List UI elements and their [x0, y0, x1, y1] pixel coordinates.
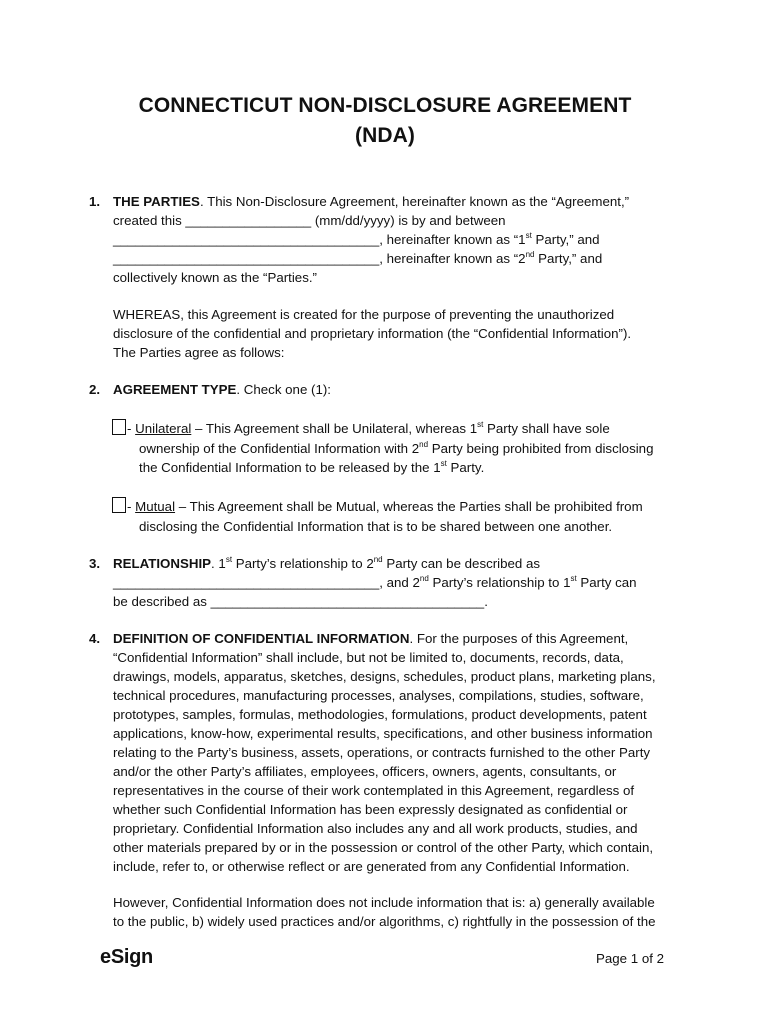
section-4-line: other materials prepared by or in the possession or control of the other Party, which contain, [113, 840, 654, 855]
whereas-line: WHEREAS, this Agreement is created for the purpose of preventing the unauthorized [113, 307, 615, 322]
whereas-line: disclosure of the confidential and proprietary information (the “Confidential Information”). [113, 326, 632, 341]
section-1-number: 1. [89, 194, 101, 209]
section-4-line: include, refer to, or otherwise reflect or are generated from any Confidential Information. [113, 859, 630, 874]
section-1-line: THE PARTIES. This Non-Disclosure Agreement, hereinafter known as the “Agreement,” [113, 194, 630, 209]
however-line: However, Confidential Information does not include information that is: a) generally available [113, 895, 655, 910]
unilateral-option-line: - Unilateral – This Agreement shall be Unilateral, whereas 1st Party shall have sole [127, 419, 610, 436]
mutual-option-line: - Mutual – This Agreement shall be Mutual, whereas the Parties shall be prohibited from [127, 499, 643, 514]
unilateral-option-line: the Confidential Information to be released by the 1st Party. [139, 458, 485, 475]
section-1-line: collectively known as the “Parties.” [113, 270, 317, 285]
however-line: to the public, b) widely used practices and/or algorithms, c) rightfully in the possession of the [113, 914, 656, 929]
section-1-line: created this _________________ (mm/dd/yyyy) is by and between [113, 213, 506, 228]
document-subtitle: (NDA) [355, 124, 415, 147]
mutual-checkbox[interactable] [112, 497, 126, 513]
esign-logo: eSign [100, 946, 153, 968]
section-4-line: technical procedures, manufacturing processes, analyses, compilations, studies, software, [113, 688, 644, 703]
section-4-number: 4. [89, 631, 101, 646]
section-4-line: prototypes, samples, formulas, methodologies, formulations, product developments, patent [113, 707, 647, 722]
section-4-line: DEFINITION OF CONFIDENTIAL INFORMATION. For the purposes of this Agreement, [113, 631, 629, 646]
whereas-line: The Parties agree as follows: [113, 345, 285, 360]
section-1-line: ____________________________________, hereinafter known as “2nd Party,” and [113, 249, 603, 266]
document-title: CONNECTICUT NON-DISCLOSURE AGREEMENT [138, 94, 632, 117]
section-2-line: AGREEMENT TYPE. Check one (1): [113, 382, 331, 397]
section-4-line: representatives in the course of their work contemplated in this Agreement, regardless of [113, 783, 635, 798]
section-4-line: applications, know-how, experimental results, specifications, and other business information [113, 726, 653, 741]
page-number: Page 1 of 2 [596, 951, 665, 966]
section-2-heading: AGREEMENT TYPE [113, 382, 237, 397]
section-4-line: drawings, models, apparatus, sketches, designs, schedules, product plans, marketing plans, [113, 669, 656, 684]
section-4-line: whether such Confidential Information has been expressly designated as confidential or [113, 802, 628, 817]
section-4-line: proprietary. Confidential Information also includes any and all work products, studies, and [113, 821, 638, 836]
mutual-option-line: disclosing the Confidential Information that is to be shared between one another. [139, 519, 613, 534]
section-4-heading: DEFINITION OF CONFIDENTIAL INFORMATION [113, 631, 410, 646]
mutual-label: Mutual [135, 499, 176, 514]
unilateral-label: Unilateral [135, 421, 192, 436]
section-3-number: 3. [89, 556, 101, 571]
section-2-number: 2. [89, 382, 101, 397]
section-3-line: RELATIONSHIP. 1st Party’s relationship to 2nd Party can be described as [113, 554, 541, 571]
section-4-line: and/or the other Party’s affiliates, employees, officers, owners, agents, consultants, or [113, 764, 617, 779]
section-3-line: be described as _____________________________________. [113, 594, 488, 609]
unilateral-checkbox[interactable] [112, 419, 126, 435]
section-3-heading: RELATIONSHIP [113, 556, 212, 571]
section-1-heading: THE PARTIES [113, 194, 200, 209]
unilateral-option-line: ownership of the Confidential Information with 2nd Party being prohibited from disclosing [139, 439, 654, 456]
section-1-line: ____________________________________, hereinafter known as “1st Party,” and [113, 230, 600, 247]
section-3-line: ____________________________________, and 2nd Party’s relationship to 1st Party can [113, 573, 637, 590]
section-4-line: relating to the Party’s business, assets, operations, or contracts furnished to the other Party [113, 745, 651, 760]
section-4-line: “Confidential Information” shall include, but not be limited to, documents, records, data, [113, 650, 624, 665]
